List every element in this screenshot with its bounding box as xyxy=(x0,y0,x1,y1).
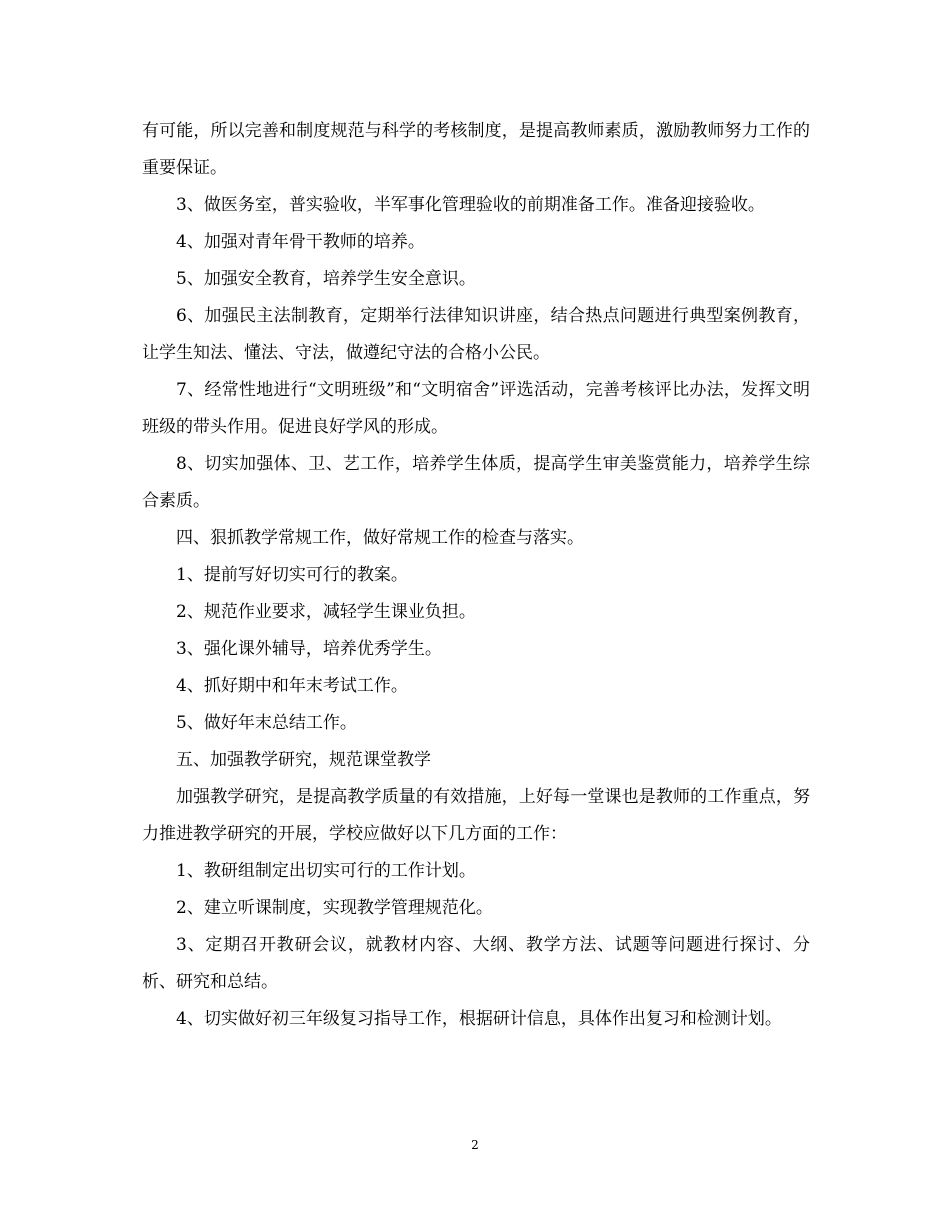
paragraph-item-review-guidance: 4、切实做好初三年级复习指导工作，根据研计信息，具体作出复习和检测计划。 xyxy=(176,1009,782,1029)
paragraph-item-research-meetings: 3、定期召开教研会议，就教材内容、大纲、教学方法、试题等问题进行探讨、分析、研究和总结。 xyxy=(142,935,810,992)
paragraph-continuation: 有可能，所以完善和制度规范与科学的考核制度，是提高教师素质，激励教师努力工作的重要保证。 xyxy=(142,121,810,178)
page-number: 2 xyxy=(471,1138,479,1152)
paragraph-item-exams: 4、抓好期中和年末考试工作。 xyxy=(176,676,408,696)
section-heading-teaching-research: 五、加强教学研究，规范课堂教学 xyxy=(176,750,431,770)
paragraph-item-work-plan: 1、教研组制定出切实可行的工作计划。 xyxy=(176,861,476,881)
paragraph-research-intro: 加强教学研究，是提高教学质量的有效措施，上好每一堂课也是教师的工作重点，努力推进教学研究的开展，学校应做好以下几方面的工作： xyxy=(142,787,810,844)
section-heading-teaching-routine: 四、狠抓教学常规工作，做好常规工作的检查与落实。 xyxy=(176,528,584,548)
paragraph-item-sports-health-art: 8、切实加强体、卫、艺工作，培养学生体质，提高学生审美鉴赏能力，培养学生综合素质。 xyxy=(142,454,810,511)
paragraph-item-medical-room: 3、做医务室，普实验收，半军事化管理验收的前期准备工作。准备迎接验收。 xyxy=(176,195,765,215)
paragraph-item-lesson-plans: 1、提前写好切实可行的教案。 xyxy=(176,565,408,585)
paragraph-item-year-end-summary: 5、做好年末总结工作。 xyxy=(176,713,357,733)
paragraph-item-civilized-class: 7、经常性地进行“文明班级”和“文明宿舍”评选活动，完善考核评比办法，发挥文明班级的带头作用。促进良好学风的形成。 xyxy=(142,380,810,437)
paragraph-item-homework: 2、规范作业要求，减轻学生课业负担。 xyxy=(176,602,476,622)
document-body xyxy=(142,113,810,1038)
paragraph-item-lesson-observation: 2、建立听课制度，实现教学管理规范化。 xyxy=(176,898,493,918)
paragraph-item-safety-education: 5、加强安全教育，培养学生安全意识。 xyxy=(176,269,476,289)
paragraph-item-young-teachers: 4、加强对青年骨干教师的培养。 xyxy=(176,232,425,252)
paragraph-item-legal-education: 6、加强民主法制教育，定期举行法律知识讲座，结合热点问题进行典型案例教育，让学生知法、懂法、守法，做遵纪守法的合格小公民。 xyxy=(142,306,810,363)
paragraph-item-tutoring: 3、强化课外辅导，培养优秀学生。 xyxy=(176,639,442,659)
